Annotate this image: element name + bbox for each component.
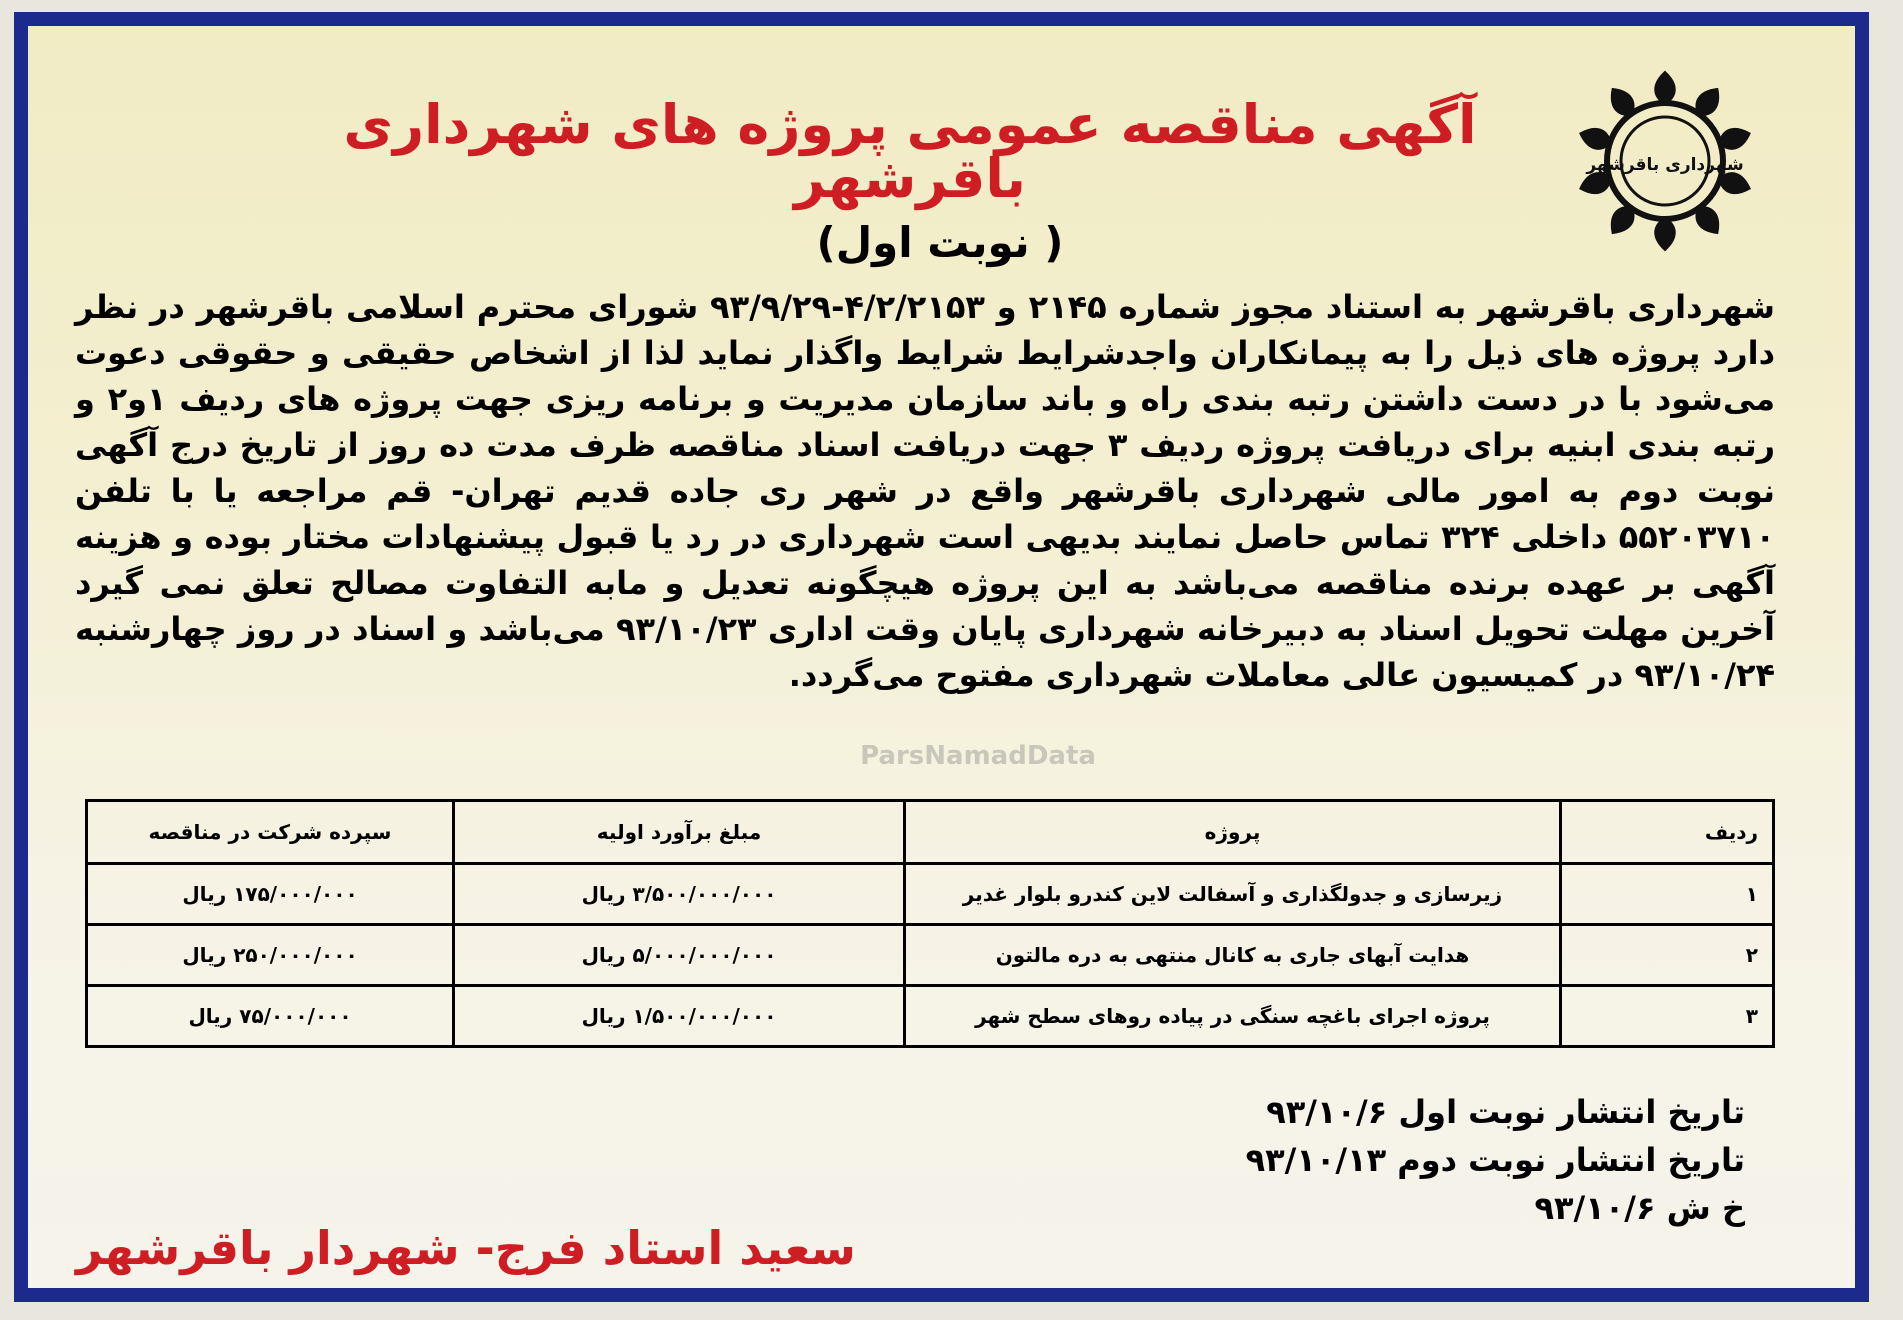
projects-table (85, 799, 1775, 1048)
mayor-signature: سعید استاد فرج- شهردار باقرشهر (76, 1221, 856, 1275)
deposit-amount: ۲۵۰/۰۰۰/۰۰۰ ریال (87, 925, 454, 986)
header-project: پروژه (905, 801, 1561, 864)
notice-round: ( نوبت اول) (816, 218, 1064, 267)
header-row-number: ردیف (1561, 801, 1774, 864)
row-number: ۳ (1561, 986, 1774, 1047)
notice-frame (14, 12, 1869, 1302)
table-row (87, 864, 1774, 925)
publication-dates (1045, 1088, 1745, 1232)
estimate-amount: ۱/۵۰۰/۰۰۰/۰۰۰ ریال (454, 986, 905, 1047)
estimate-amount: ۳/۵۰۰/۰۰۰/۰۰۰ ریال (454, 864, 905, 925)
header-estimate: مبلغ برآورد اولیه (454, 801, 905, 864)
project-name: پروژه اجرای باغچه سنگی در پیاده روهای سطح شهر (905, 986, 1561, 1047)
watermark: ParsNamadData (860, 741, 1096, 771)
notice-body: شهرداری باقرشهر به استناد مجوز شماره ۲۱۴۵ و ۴/۲/۲۱۵۳-۹۳/۹/۲۹ شورای محترم اسلامی باقرشهر در نظر دارد پروژه های ذیل را به پیمانکاران واجدشرایط شرایط واگذار نماید لذا از اشخاص حقیقی و حقوقی دعوت می‌شود با در دست داشتن رتبه بندی راه و باند سازمان مدیریت و برنامه ریزی جهت پروژه های ردیف ۱و۲ و رتبه بندی ابنیه برای دریافت پروژه ردیف ۳ جهت دریافت اسناد مناقصه ظرف مدت ده روز از تاریخ درج آگهی نوبت دوم به امور مالی شهرداری باقرشهر واقع در شهر ری جاده قدیم تهران- قم مراجعه یا با تلفن ۵۵۲۰۳۷۱۰ داخلی ۳۲۴ تماس حاصل نمایند بدیهی است شهرداری در رد یا قبول پیشنهادات مختار بوده و هزینه آگهی بر عهده برنده مناقصه می‌باشد به این پروژه هیچگونه تعدیل و مابه التفاوت مصالح تعلق نمی گیرد آخرین مهلت تحویل اسناد به دبیرخانه شهرداری پایان وقت اداری ۹۳/۱۰/۲۳ می‌باشد و اسناد در روز چهارشنبه ۹۳/۱۰/۲۴ در کمیسیون عالی معاملات شهرداری مفتوح می‌گردد. (75, 288, 1776, 694)
logo-text: شهرداری باقرشهر (1586, 155, 1744, 175)
header-deposit: سپرده شرکت در مناقصه (87, 801, 454, 864)
project-name: زیرسازی و جدولگذاری و آسفالت لاین کندرو بلوار غدیر (905, 864, 1561, 925)
table-row (87, 986, 1774, 1047)
table-row (87, 925, 1774, 986)
row-number: ۱ (1561, 864, 1774, 925)
municipality-logo (1570, 66, 1760, 256)
deposit-amount: ۷۵/۰۰۰/۰۰۰ ریال (87, 986, 454, 1047)
project-name: هدایت آبهای جاری به کانال منتهی به دره مالتون (905, 925, 1561, 986)
notice-content (28, 26, 1855, 1288)
row-number: ۲ (1561, 925, 1774, 986)
first-publication-date: تاریخ انتشار نوبت اول ۹۳/۱۰/۶ (1266, 1093, 1745, 1131)
estimate-amount: ۵/۰۰۰/۰۰۰/۰۰۰ ریال (454, 925, 905, 986)
second-publication-date: تاریخ انتشار نوبت دوم ۹۳/۱۰/۱۳ (1245, 1141, 1745, 1179)
deposit-amount: ۱۷۵/۰۰۰/۰۰۰ ریال (87, 864, 454, 925)
table-header-row (87, 801, 1774, 864)
notice-title: آگهی مناقصه عمومی پروژه های شهرداری باقرشهر (343, 93, 1477, 210)
reference-code: خ ش ۹۳/۱۰/۶ (1534, 1189, 1745, 1227)
